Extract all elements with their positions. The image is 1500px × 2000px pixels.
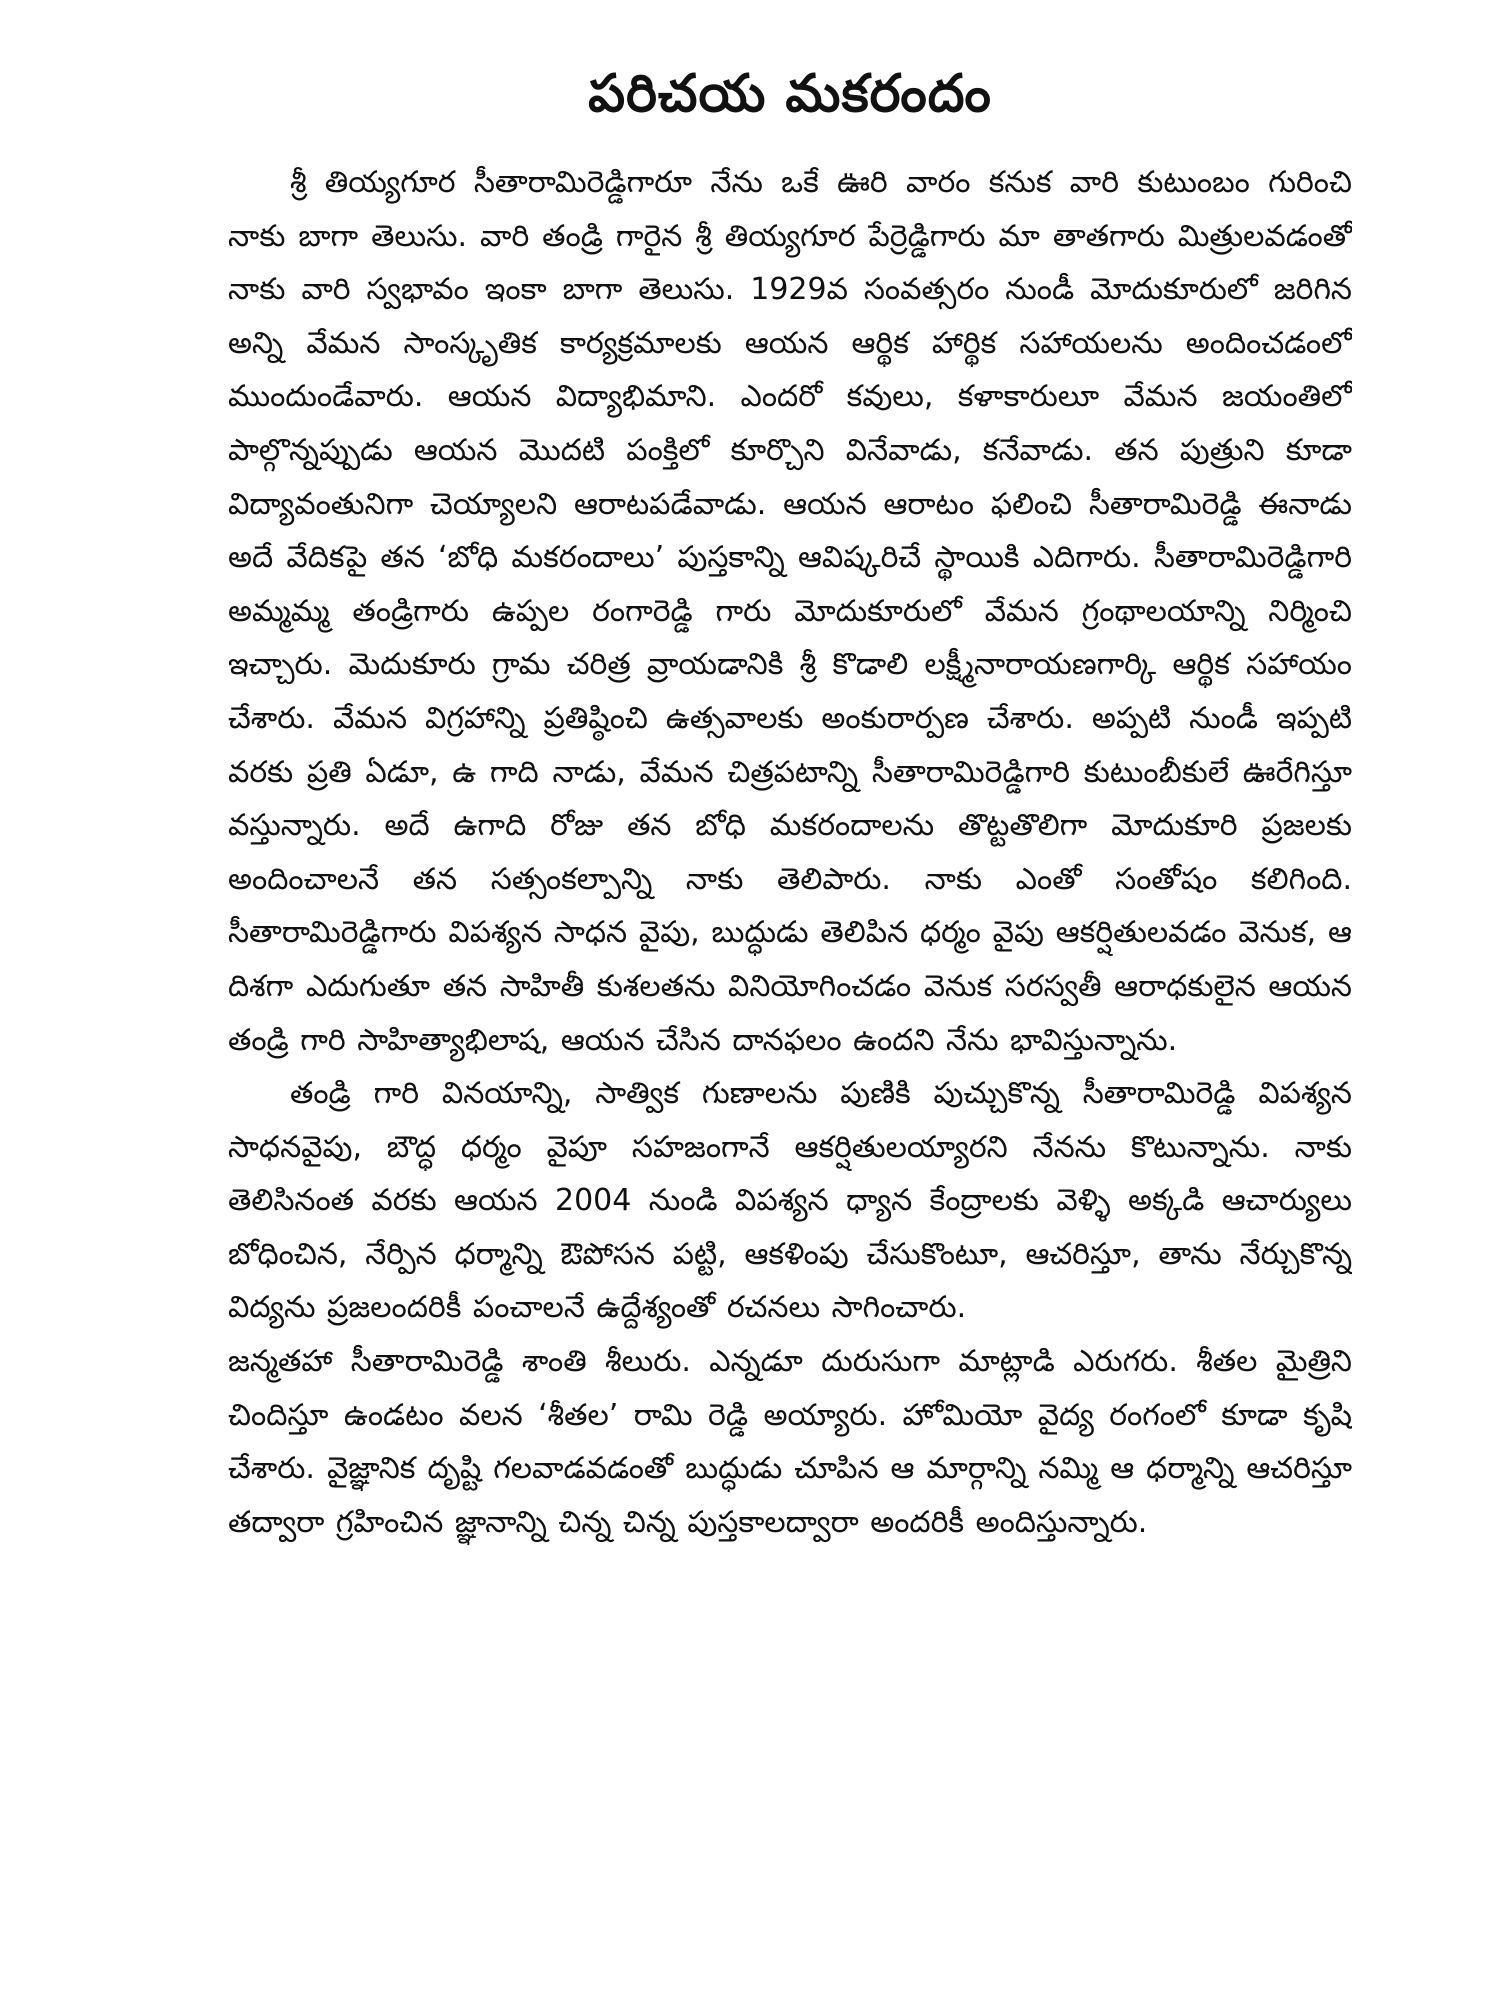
paragraph-2: తండ్రి గారి వినయాన్ని, సాత్విక గుణాలను పుణికి పుచ్చుకొన్న సీతారామిరెడ్డి విపశ్యన సాధనవైపు, బౌద్ధ ధర్మం వైపూ సహజంగానే ఆకర్షితులయ్యారని నేనను కొటున్నాను. నాకు తెలిసినంత వరకు ఆయన 2004 నుండి విపశ్యన ధ్యాన కేంద్రాలకు వెళ్ళి అక్కడి ఆచార్యులు బోధించిన, నేర్పిన ధర్మాన్ని ఔపోసన పట్టి, ఆకళింపు చేసుకొంటూ, ఆచరిస్తూ, తాను నేర్చుకొన్న విద్యను ప్రజలందరికీ పంచాలనే ఉద్దేశ్యంతో రచనలు సాగించారు. <box>228 1076 1352 1326</box>
paragraph-1: శ్రీ తియ్యగూర సీతారామిరెడ్డిగారూ నేను ఒకే ఊరి వారం కనుక వారి కుటుంబం గురించి నాకు బాగా తెలుసు. వారి తండ్రి గారైన శ్రీ తియ్యగూర పేర్రెడ్డిగారు మా తాతగారు మిత్రులవడంతో నాకు వారి స్వభావం ఇంకా బాగా తెలుసు. 1929వ సంవత్సరం నుండీ మోదుకూరులో జరిగిన అన్ని వేమన సాంస్కృతిక కార్యక్రమాలకు ఆయన ఆర్థిక హార్థిక సహాయలను అందించడంలో ముందుండేవారు. ఆయన విద్యాభిమాని. ఎందరో కవులు, కళాకారులూ వేమన జయంతిలో పాల్గొన్నప్పుడు ఆయన మొదటి పంక్తిలో కూర్చొని వినేవాడు, కనేవాడు. తన పుత్రుని కూడా విద్యావంతునిగా చెయ్యాలని ఆరాటపడేవాడు. ఆయన ఆరాటం ఫలించి సీతారామిరెడ్డి ఈనాడు అదే వేదికపై తన ‘బోధి మకరందాలు’ పుస్తకాన్ని ఆవిష్కరిచే స్థాయికి ఎదిగారు. సీతారామిరెడ్డిగారి అమ్మమ్మ తండ్రిగారు ఉప్పల రంగారెడ్డి గారు మోదుకూరులో వేమన గ్రంథాలయాన్ని నిర్మించి ఇచ్చారు. మెదుకూరు గ్రామ చరిత్ర వ్రాయడానికి శ్రీ కొడాలి లక్ష్మీనారాయణగార్కి ఆర్థిక సహాయం చేశారు. వేమన విగ్రహాన్ని ప్రతిష్ఠించి ఉత్సవాలకు అంకురార్పణ చేశారు. అప్పటి నుండీ ఇప్పటి వరకు ప్రతి ఏడూ, ఉ గాది నాడు, వేమన చిత్రపటాన్ని సీతారామిరెడ్డిగారి కుటుంబీకులే ఊరేగిస్తూ వస్తున్నారు. అదే ఉగాది రోజు తన బోధి మకరందాలను తొట్టతొలిగా మోదుకూరి ప్రజలకు అందించాలనే తన సత్సంకల్పాన్ని నాకు తెలిపారు. నాకు ఎంతో సంతోషం కలిగింది. సీతారామిరెడ్డిగారు విపశ్యన సాధన వైపు, బుద్ధుడు తెలిపిన ధర్మం వైపు ఆకర్షితులవడం వెనుక, ఆ దిశగా ఎదుగుతూ తన సాహితీ కుశలతను వినియోగించడం వెనుక సరస్వతీ ఆరాధకులైన ఆయన తండ్రి గారి సాహిత్యాభిలాష, ఆయన చేసిన దానఫలం ఉందని నేను భావిస్తున్నాను. <box>228 165 1352 1058</box>
paragraph-3: జన్మతహా సీతారామిరెడ్డి శాంతి శీలురు. ఎన్నడూ దురుసుగా మాట్లాడి ఎరుగరు. శీతల మైత్రిని చిందిస్తూ ఉండటం వలన ‘శీతల’ రామి రెడ్డి అయ్యారు. హోమియో వైద్య రంగంలో కూడా కృషి చేశారు. వైజ్ఞానిక దృష్టి గలవాడవడంతో బుద్ధుడు చూపిన ఆ మార్గాన్ని నమ్మి ఆ ధర్మాన్ని ఆచరిస్తూ తద్వారా గ్రహించిన జ్ఞానాన్ని చిన్న చిన్న పుస్తకాలద్వారా అందరికీ అందిస్తున్నారు. <box>228 1344 1352 1540</box>
page-title: పరిచయ మకరందం <box>588 64 992 124</box>
document-page <box>228 62 1352 1962</box>
